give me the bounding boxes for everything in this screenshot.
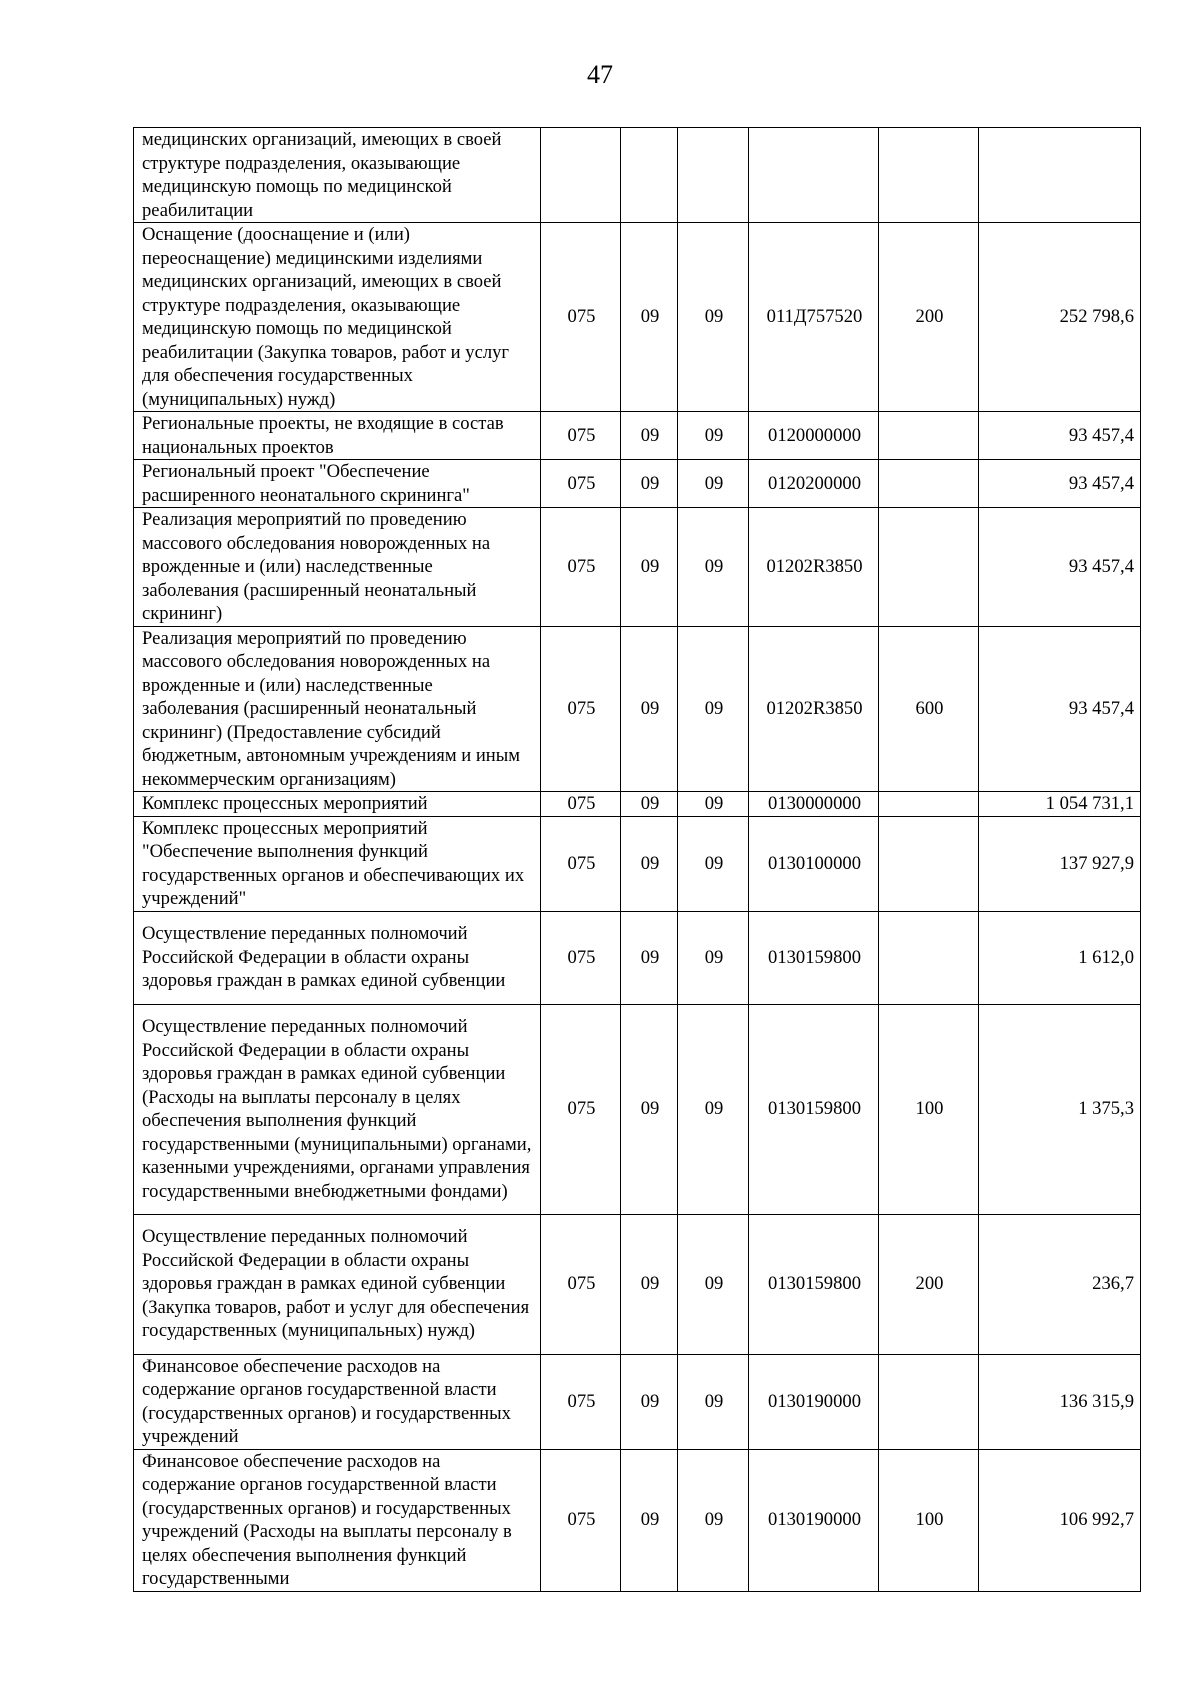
row-expense-type: 200	[879, 1214, 979, 1354]
row-description: Комплекс процессных мероприятий "Обеспечение выполнения функций государственных органов и обеспечивающих их учреждений"	[134, 816, 541, 911]
row-expense-type	[879, 128, 979, 223]
row-section-code: 09	[621, 1004, 678, 1214]
row-description: Осуществление переданных полномочий Российской Федерации в области охраны здоровья граждан в рамках единой субвенции (Закупка товаров, работ и услуг для обеспечения государственных (муниципальных) нужд)	[134, 1214, 541, 1354]
row-section-code: 09	[621, 223, 678, 412]
row-amount: 106 992,7	[979, 1449, 1141, 1591]
row-ved-code: 075	[541, 911, 621, 1004]
row-description: Финансовое обеспечение расходов на содержание органов государственной власти (государственных органов) и государственных учреждений	[134, 1354, 541, 1449]
row-expense-type	[879, 412, 979, 460]
row-expense-type	[879, 792, 979, 817]
row-target-article: 0130190000	[749, 1354, 879, 1449]
row-ved-code: 075	[541, 1449, 621, 1591]
row-target-article: 0130190000	[749, 1449, 879, 1591]
row-subsection-code: 09	[678, 626, 749, 792]
row-section-code: 09	[621, 1214, 678, 1354]
table-row	[134, 626, 1141, 792]
row-description: Оснащение (дооснащение и (или) переоснащение) медицинскими изделиями медицинских организаций, имеющих в своей структуре подразделения, оказывающие медицинскую помощь по медицинской реабилитации (Закупка товаров, работ и услуг для обеспечения государственных (муниципальных) нужд)	[134, 223, 541, 412]
row-amount: 136 315,9	[979, 1354, 1141, 1449]
row-ved-code: 075	[541, 223, 621, 412]
row-target-article: 0130159800	[749, 1004, 879, 1214]
row-description: Комплекс процессных мероприятий	[134, 792, 541, 817]
row-description: Региональные проекты, не входящие в состав национальных проектов	[134, 412, 541, 460]
row-target-article: 0130159800	[749, 1214, 879, 1354]
row-description: Региональный проект "Обеспечение расширенного неонатального скрининга"	[134, 460, 541, 508]
row-section-code: 09	[621, 626, 678, 792]
row-description: Реализация мероприятий по проведению массового обследования новорожденных на врожденные и (или) наследственные заболевания (расширенный неонатальный скрининг)	[134, 508, 541, 627]
row-amount: 1 375,3	[979, 1004, 1141, 1214]
row-section-code: 09	[621, 1354, 678, 1449]
row-description: медицинских организаций, имеющих в своей структуре подразделения, оказывающие медицинскую помощь по медицинской реабилитации	[134, 128, 541, 223]
row-section-code	[621, 128, 678, 223]
row-section-code: 09	[621, 460, 678, 508]
row-subsection-code: 09	[678, 223, 749, 412]
row-subsection-code: 09	[678, 911, 749, 1004]
table-row	[134, 1354, 1141, 1449]
row-description: Финансовое обеспечение расходов на содержание органов государственной власти (государственных органов) и государственных учреждений (Расходы на выплаты персоналу в целях обеспечения выполнения функций государственными	[134, 1449, 541, 1591]
row-amount	[979, 128, 1141, 223]
row-expense-type	[879, 508, 979, 627]
row-target-article: 0130100000	[749, 816, 879, 911]
table-row	[134, 911, 1141, 1004]
row-ved-code	[541, 128, 621, 223]
row-amount: 93 457,4	[979, 626, 1141, 792]
row-expense-type: 200	[879, 223, 979, 412]
row-subsection-code: 09	[678, 1354, 749, 1449]
row-ved-code: 075	[541, 792, 621, 817]
row-target-article: 0120200000	[749, 460, 879, 508]
row-expense-type	[879, 816, 979, 911]
table-row	[134, 128, 1141, 223]
table-row	[134, 1449, 1141, 1591]
row-expense-type	[879, 460, 979, 508]
row-target-article	[749, 128, 879, 223]
row-subsection-code: 09	[678, 412, 749, 460]
table-row	[134, 508, 1141, 627]
row-description: Осуществление переданных полномочий Российской Федерации в области охраны здоровья граждан в рамках единой субвенции	[134, 911, 541, 1004]
row-ved-code: 075	[541, 1214, 621, 1354]
row-target-article: 01202R3850	[749, 626, 879, 792]
row-section-code: 09	[621, 508, 678, 627]
table-row	[134, 1004, 1141, 1214]
row-ved-code: 075	[541, 1004, 621, 1214]
row-section-code: 09	[621, 816, 678, 911]
table-row	[134, 816, 1141, 911]
row-ved-code: 075	[541, 412, 621, 460]
row-target-article: 011Д757520	[749, 223, 879, 412]
row-amount: 93 457,4	[979, 508, 1141, 627]
row-amount: 93 457,4	[979, 460, 1141, 508]
row-subsection-code: 09	[678, 460, 749, 508]
row-subsection-code: 09	[678, 1214, 749, 1354]
row-description: Осуществление переданных полномочий Российской Федерации в области охраны здоровья граждан в рамках единой субвенции (Расходы на выплаты персоналу в целях обеспечения выполнения функций государственными (муниципальными) органами, казенными учреждениями, органами управления государственными внебюджетными фондами)	[134, 1004, 541, 1214]
row-description: Реализация мероприятий по проведению массового обследования новорожденных на врожденные и (или) наследственные заболевания (расширенный неонатальный скрининг) (Предоставление субсидий бюджетным, автономным учреждениям и иным некоммерческим организациям)	[134, 626, 541, 792]
row-ved-code: 075	[541, 508, 621, 627]
row-subsection-code: 09	[678, 792, 749, 817]
row-subsection-code: 09	[678, 816, 749, 911]
row-subsection-code: 09	[678, 1449, 749, 1591]
table-row	[134, 460, 1141, 508]
table-row	[134, 1214, 1141, 1354]
row-ved-code: 075	[541, 1354, 621, 1449]
table-row	[134, 223, 1141, 412]
table-row	[134, 792, 1141, 817]
row-expense-type	[879, 1354, 979, 1449]
row-subsection-code	[678, 128, 749, 223]
page-number: 47	[587, 60, 613, 89]
row-ved-code: 075	[541, 816, 621, 911]
row-expense-type: 100	[879, 1449, 979, 1591]
row-section-code: 09	[621, 412, 678, 460]
row-ved-code: 075	[541, 460, 621, 508]
row-amount: 236,7	[979, 1214, 1141, 1354]
row-expense-type: 600	[879, 626, 979, 792]
row-subsection-code: 09	[678, 508, 749, 627]
row-amount: 1 054 731,1	[979, 792, 1141, 817]
row-target-article: 01202R3850	[749, 508, 879, 627]
row-target-article: 0120000000	[749, 412, 879, 460]
budget-table	[133, 127, 1141, 1592]
row-expense-type	[879, 911, 979, 1004]
table-row	[134, 412, 1141, 460]
row-amount: 1 612,0	[979, 911, 1141, 1004]
row-target-article: 0130000000	[749, 792, 879, 817]
row-target-article: 0130159800	[749, 911, 879, 1004]
row-section-code: 09	[621, 1449, 678, 1591]
row-amount: 93 457,4	[979, 412, 1141, 460]
row-section-code: 09	[621, 911, 678, 1004]
row-expense-type: 100	[879, 1004, 979, 1214]
row-subsection-code: 09	[678, 1004, 749, 1214]
row-amount: 137 927,9	[979, 816, 1141, 911]
row-amount: 252 798,6	[979, 223, 1141, 412]
row-ved-code: 075	[541, 626, 621, 792]
row-section-code: 09	[621, 792, 678, 817]
